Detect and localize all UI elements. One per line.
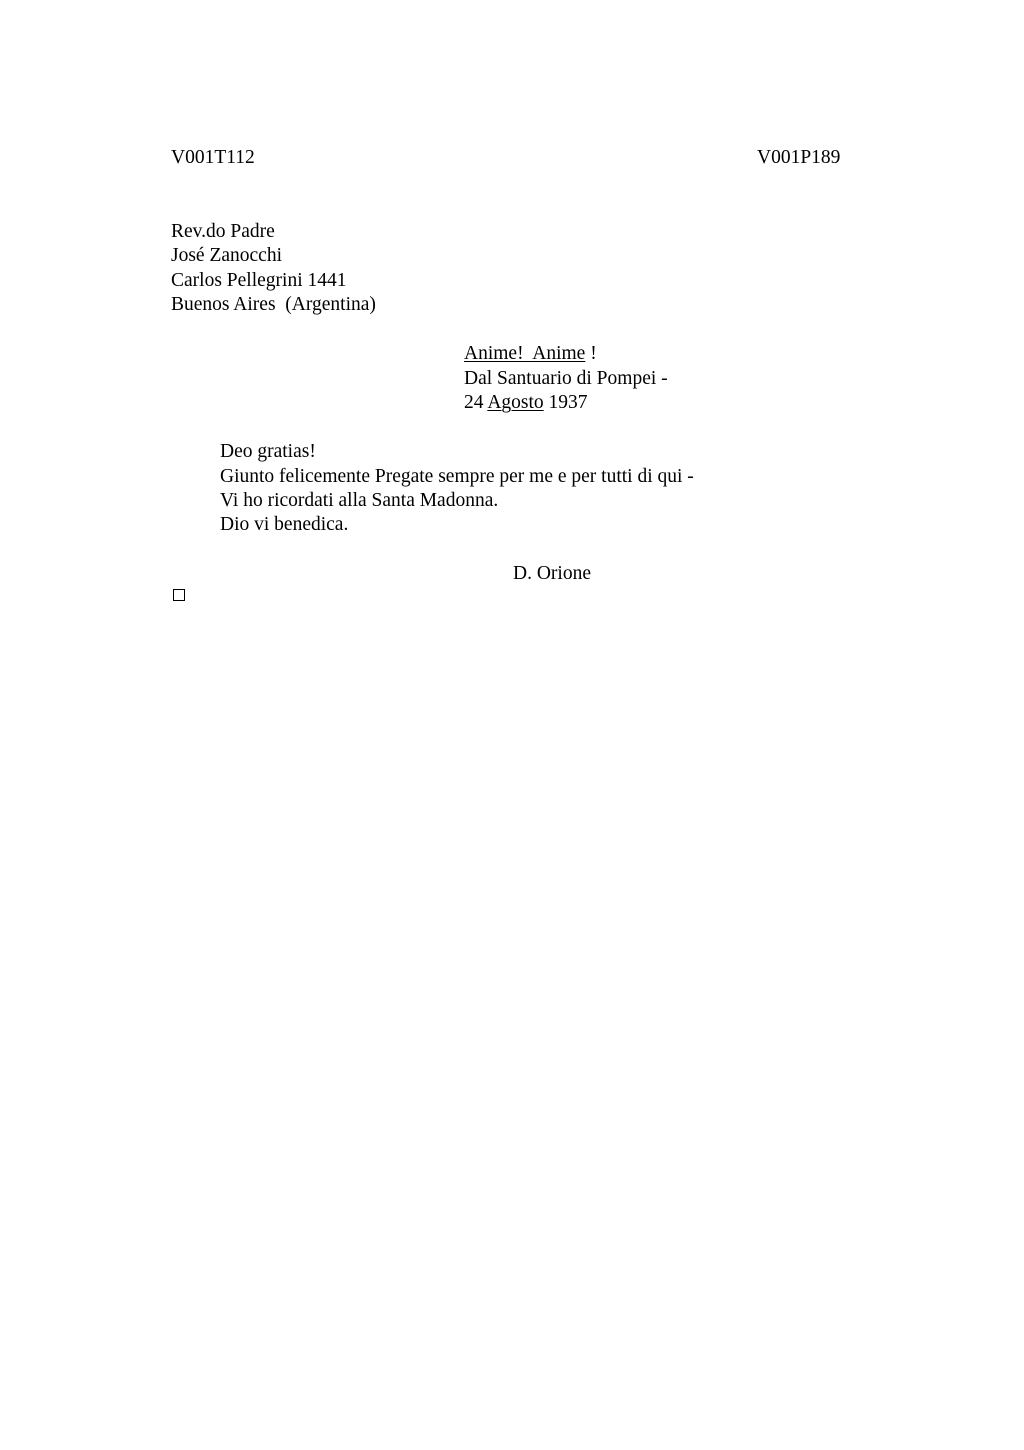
motto-underlined: Anime! Anime [464,343,586,364]
body-line-3: Vi ho ricordati alla Santa Madonna. [220,490,499,511]
date-month: Agosto [487,392,544,413]
recipient-name: José Zanocchi [171,245,283,266]
date-day: 24 [464,392,488,413]
end-mark-box-icon [173,589,185,601]
recipient-city: Buenos Aires (Argentina) [171,294,376,315]
document-code-right: V001P189 [757,147,841,168]
motto-tail: ! [585,343,597,364]
letter-place: Dal Santuario di Pompei - [464,368,668,389]
body-line-1: Deo gratias! [220,441,316,462]
document-code-left: V001T112 [171,147,255,168]
recipient-street: Carlos Pellegrini 1441 [171,270,347,291]
signature: D. Orione [513,563,591,584]
letter-motto [464,342,597,366]
body-line-2: Giunto felicemente Pregate sempre per me e per tutti di qui - [220,466,694,487]
recipient-title: Rev.do Padre [171,221,275,242]
date-year: 1937 [543,392,588,413]
body-line-4: Dio vi benedica. [220,514,349,535]
letter-date [464,391,588,415]
